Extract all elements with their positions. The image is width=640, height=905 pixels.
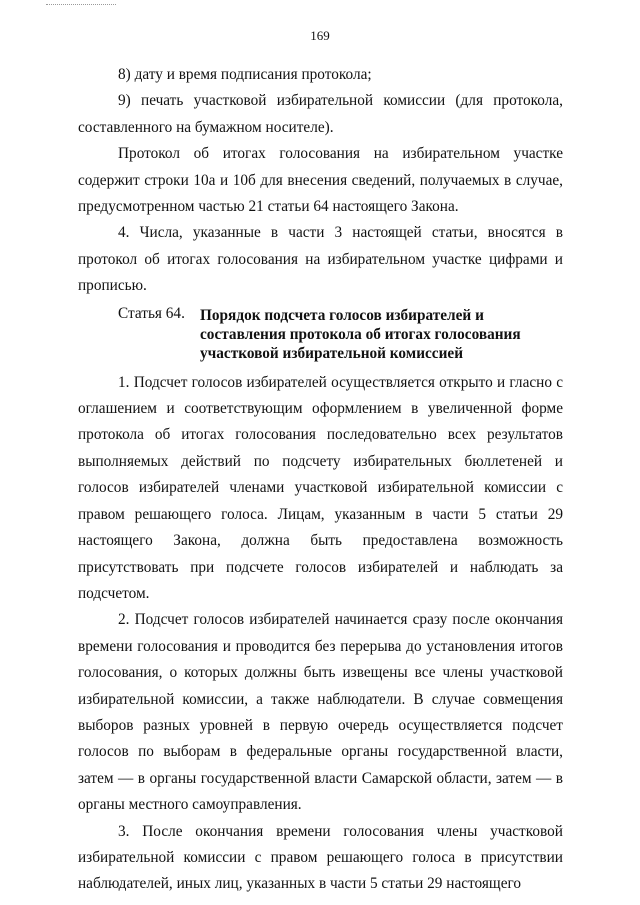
article-paragraph-2: 2. Подсчет голосов избирателей начинается сразу после окончания времени голосования и проводится без перерыва до установления итогов голосования, о которых должны быть извещены все члены участковой избирательной комиссии, а также наблюдатели. В случае совмещения выборов разных уровней в первую очередь осуществляется подсчет голосов по выборам в федеральные органы государственной власти, затем — в органы государственной власти Самарской области, затем — в органы местного самоуправления. <box>78 611 563 814</box>
article-title <box>200 304 521 363</box>
protocol-lines-paragraph: Протокол об итогах голосования на избирательном участке содержит строки 10а и 10б для внесения сведений, получаемых в случае, предусмотренном частью 21 статьи 64 настоящего Закона. <box>78 145 563 216</box>
list-item-9: 9) печать участковой избирательной комиссии (для протокола, составленного на бумажном носителе). <box>78 92 563 136</box>
article-heading <box>78 304 563 363</box>
article-title-line-1: Порядок подсчета голосов избирателей и <box>200 306 484 324</box>
document-body <box>78 62 563 898</box>
article-heading-block <box>78 300 563 370</box>
paragraph-4: 4. Числа, указанные в части 3 настоящей статьи, вносятся в протокол об итогах голосования на избирательном участке цифрами и прописью. <box>78 224 563 295</box>
page-number: 169 <box>310 28 330 43</box>
article-title-line-2: составления протокола об итогах голосования <box>200 325 521 343</box>
article-paragraph-3: 3. После окончания времени голосования члены участковой избирательной комиссии с правом решающего голоса в присутствии наблюдателей, иных лиц, указанных в части 5 статьи 29 настоящего <box>78 822 563 893</box>
article-label: Статья 64. <box>118 304 185 322</box>
article-paragraph-1: 1. Подсчет голосов избирателей осуществляется открыто и гласно с оглашением и соответствующим оформлением в увеличенной форме протокола об итогах голосования последовательно всех результатов выполняемых действий по подсчету избирательных бюллетеней и голосов избирателей членами участковой избирательной комиссии с правом решающего голоса. Лицам, указанным в части 5 статьи 29 настоящего Закона, должна быть предоставлена возможность присутствовать при подсчете голосов избирателей и наблюдать за подсчетом. <box>78 373 563 602</box>
list-item-8: 8) дату и время подписания протокола; <box>118 66 372 83</box>
article-title-line-3: участковой избирательной комиссией <box>200 344 464 362</box>
scan-artifact-mark <box>46 0 116 5</box>
